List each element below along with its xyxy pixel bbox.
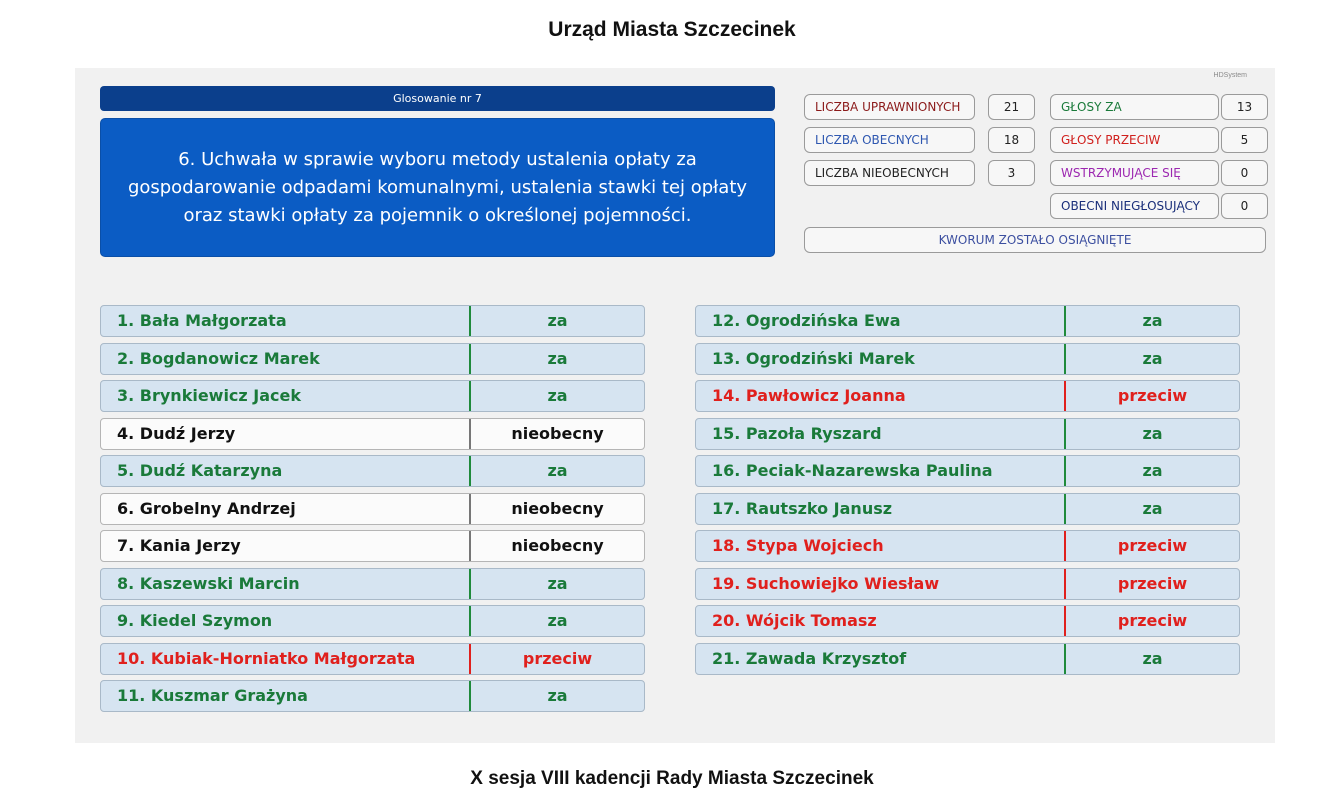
member-name: 3. Brynkiewicz Jacek — [101, 381, 471, 411]
member-name: 11. Kuszmar Grażyna — [101, 681, 471, 711]
member-vote: za — [547, 311, 568, 330]
member-name: 7. Kania Jerzy — [101, 531, 471, 561]
voting-panel — [75, 68, 1275, 743]
member-row — [100, 643, 645, 675]
member-vote: za — [1142, 423, 1163, 443]
member-row — [100, 493, 645, 525]
member-name: 14. Pawłowicz Joanna — [696, 381, 1066, 411]
member-vote: za — [547, 386, 568, 405]
member-row — [695, 643, 1240, 675]
member-name: 2. Bogdanowicz Marek — [101, 344, 471, 374]
stat-label-wstrzymujace: WSTRZYMUJĄCE SIĘ — [1050, 160, 1219, 186]
stat-value-nieobecnych: 3 — [988, 160, 1035, 186]
member-row — [695, 305, 1240, 337]
member-name: 9. Kiedel Szymon — [101, 606, 471, 636]
stat-label-nieobecnych: LICZBA NIEOBECNYCH — [804, 160, 975, 186]
member-vote: za — [1142, 348, 1163, 368]
member-vote: za — [547, 573, 568, 593]
stat-value-wstrzymujace: 0 — [1221, 160, 1268, 186]
member-row — [695, 380, 1240, 412]
member-row — [695, 568, 1240, 600]
member-row — [695, 418, 1240, 450]
member-row — [695, 530, 1240, 562]
member-vote: przeciw — [1117, 611, 1188, 630]
member-row — [695, 455, 1240, 487]
stat-value-obecnych: 18 — [988, 127, 1035, 153]
member-vote: za — [1142, 311, 1163, 330]
stat-label-nieglosujacy: OBECNI NIEGŁOSUJĄCY — [1050, 193, 1219, 219]
stat-label-przeciw: GŁOSY PRZECIW — [1050, 127, 1219, 153]
member-vote: za — [547, 611, 568, 630]
member-name: 13. Ogrodziński Marek — [696, 344, 1066, 374]
member-row — [100, 568, 645, 600]
member-vote: nieobecny — [511, 423, 604, 443]
member-vote: nieobecny — [511, 498, 604, 518]
member-row — [100, 380, 645, 412]
member-vote: za — [1142, 498, 1163, 518]
member-name: 5. Dudź Katarzyna — [101, 456, 471, 486]
stat-value-przeciw: 5 — [1221, 127, 1268, 153]
member-name: 21. Zawada Krzysztof — [696, 644, 1066, 674]
member-row — [100, 455, 645, 487]
member-vote: za — [547, 348, 568, 368]
brand-label: HDSystem — [1213, 72, 1247, 79]
member-name: 15. Pazoła Ryszard — [696, 419, 1066, 449]
quorum-status: KWORUM ZOSTAŁO OSIĄGNIĘTE — [804, 227, 1266, 253]
page-title: Urząd Miasta Szczecinek — [548, 18, 796, 41]
member-name: 18. Stypa Wojciech — [696, 531, 1066, 561]
member-row — [695, 343, 1240, 375]
member-row — [100, 680, 645, 712]
stat-value-za: 13 — [1221, 94, 1268, 120]
stat-label-obecnych: LICZBA OBECNYCH — [804, 127, 975, 153]
member-vote: przeciw — [1117, 573, 1188, 593]
member-row — [100, 305, 645, 337]
motion-text: 6. Uchwała w sprawie wyboru metody ustalenia opłaty za gospodarowanie odpadami komunalnymi, ustalenia stawki tej opłaty oraz stawki opłaty za pojemnik o określonej pojemności. — [100, 118, 775, 257]
member-vote: przeciw — [522, 648, 593, 668]
member-name: 16. Peciak-Nazarewska Paulina — [696, 456, 1066, 486]
member-name: 1. Bała Małgorzata — [101, 306, 471, 336]
member-vote: przeciw — [1117, 536, 1188, 555]
member-vote: za — [1142, 461, 1163, 480]
member-row — [695, 493, 1240, 525]
member-row — [100, 605, 645, 637]
member-row — [100, 343, 645, 375]
session-footer: X sesja VIII kadencji Rady Miasta Szczecinek — [470, 768, 874, 789]
member-name: 8. Kaszewski Marcin — [101, 569, 471, 599]
member-name: 20. Wójcik Tomasz — [696, 606, 1066, 636]
member-name: 12. Ogrodzińska Ewa — [696, 306, 1066, 336]
member-vote: nieobecny — [511, 536, 604, 555]
member-name: 10. Kubiak-Horniatko Małgorzata — [101, 644, 471, 674]
stat-label-uprawnionych: LICZBA UPRAWNIONYCH — [804, 94, 975, 120]
member-vote: za — [547, 461, 568, 480]
stat-label-za: GŁOSY ZA — [1050, 94, 1219, 120]
member-vote: przeciw — [1117, 386, 1188, 405]
member-vote: za — [547, 686, 568, 705]
member-name: 17. Rautszko Janusz — [696, 494, 1066, 524]
member-row — [100, 418, 645, 450]
member-name: 4. Dudź Jerzy — [101, 419, 471, 449]
member-name: 19. Suchowiejko Wiesław — [696, 569, 1066, 599]
stat-value-uprawnionych: 21 — [988, 94, 1035, 120]
member-row — [695, 605, 1240, 637]
vote-number-header: Glosowanie nr 7 — [100, 86, 775, 111]
member-vote: za — [1142, 648, 1163, 668]
stat-value-nieglosujacy: 0 — [1221, 193, 1268, 219]
member-row — [100, 530, 645, 562]
member-name: 6. Grobelny Andrzej — [101, 494, 471, 524]
